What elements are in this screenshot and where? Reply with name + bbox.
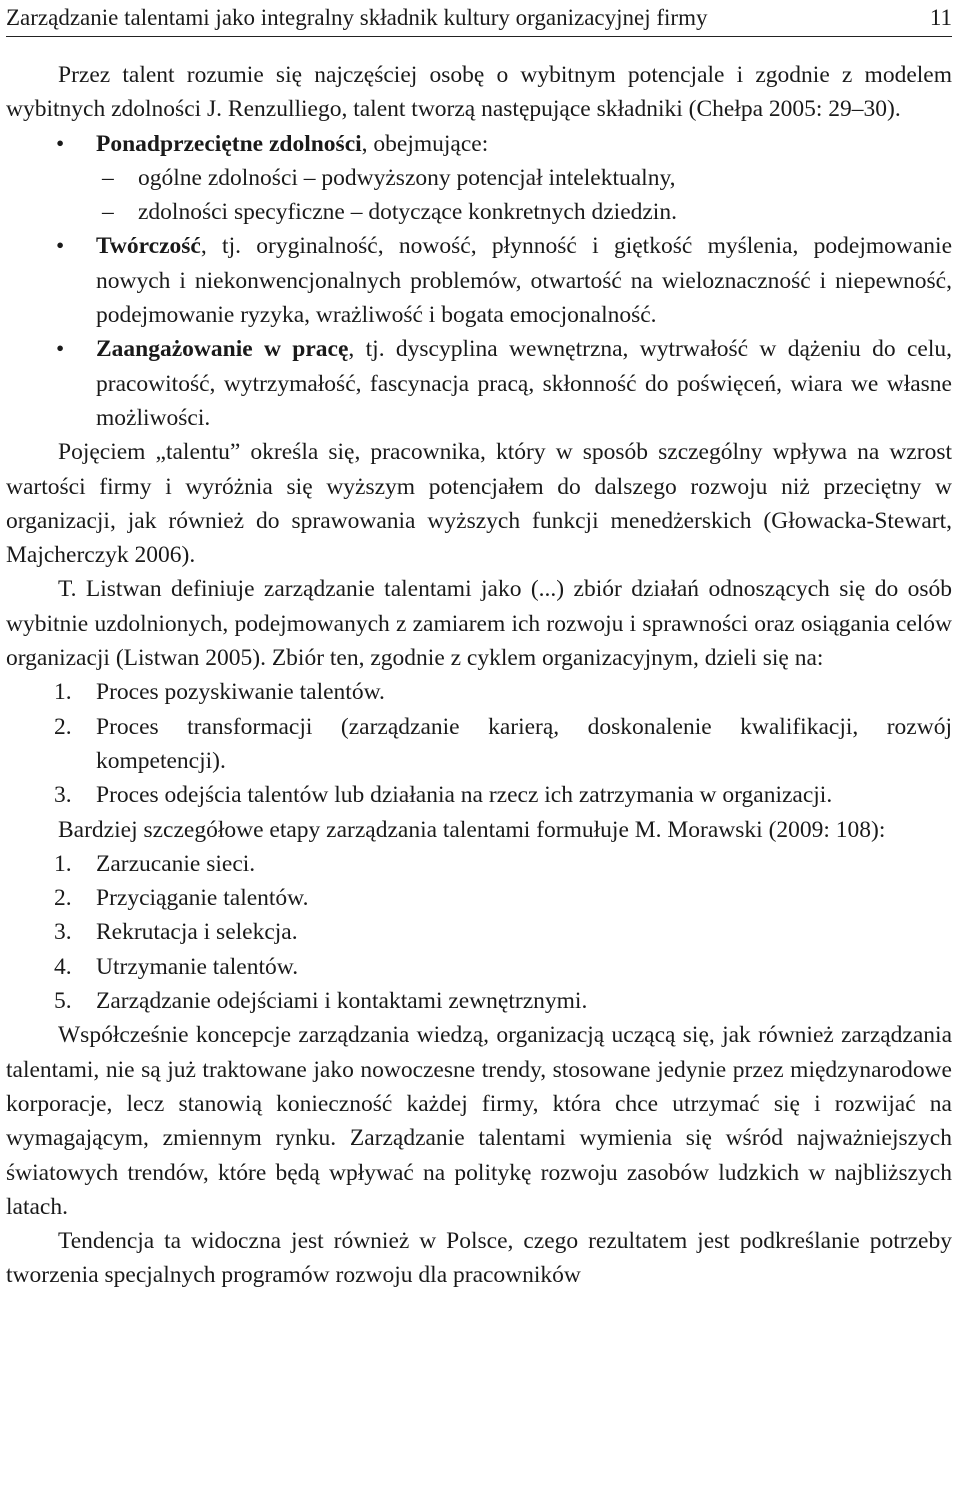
list-number: 5. <box>54 988 72 1015</box>
dash-marker: – <box>102 199 114 226</box>
list-number: 4. <box>54 953 72 980</box>
bullet-term: Twórczość <box>96 233 201 260</box>
dash-item-general <box>6 161 952 195</box>
morawski-list-item <box>6 984 952 1018</box>
bullet-item-engagement <box>6 332 952 435</box>
list-text: Proces pozyskiwanie talentów. <box>96 679 385 706</box>
bullet-term: Ponadprzeciętne zdolności <box>96 130 362 157</box>
listwan-list-item <box>6 778 952 812</box>
list-number: 1. <box>54 850 72 877</box>
list-text: Utrzymanie talentów. <box>96 953 299 980</box>
header-title: Zarządzanie talentami jako integralny składnik kultury organizacyjnej firmy <box>6 5 708 30</box>
body-text <box>6 58 952 1293</box>
morawski-list-item <box>6 881 952 915</box>
dash-item-specific <box>6 195 952 229</box>
bullet-text: , tj. dyscyplina wewnętrzna, wytrwałość w dążeniu do celu, pracowitość, wytrzymałość, fascynacja pracą, skłonność do poświęceń, wiara we własne możliwości. <box>96 336 952 431</box>
list-number: 2. <box>54 713 72 740</box>
intro-paragraph: Przez talent rozumie się najczęściej osobę o wybitnym potencjale i zgodnie z modelem wybitnych zdolności J. Renzulliego, talent tworzą następujące składniki (Chełpa 2005: 29–30). <box>6 62 952 123</box>
dash-text: ogólne zdolności – podwyższony potencjał intelektualny, <box>138 164 676 191</box>
poland-paragraph: Tendencja ta widoczna jest również w Polsce, czego rezultatem jest podkreślanie potrzeby tworzenia specjalnych programów rozwoju dla pracowników <box>6 1228 952 1289</box>
list-number: 2. <box>54 885 72 912</box>
list-number: 1. <box>54 679 72 706</box>
bullet-marker: • <box>56 336 65 363</box>
list-text: Rekrutacja i selekcja. <box>96 919 298 946</box>
list-number: 3. <box>54 782 72 809</box>
bullet-marker: • <box>56 130 65 157</box>
bullet-term: Zaangażowanie w pracę <box>96 336 349 363</box>
list-text: Zarządzanie odejściami i kontaktami zewnętrznymi. <box>96 988 588 1015</box>
listwan-paragraph: T. Listwan definiuje zarządzanie talentami jako (...) zbiór działań odnoszących się do osób wybitnie uzdolnionych, podejmowanych z zamiarem ich rozwoju i sprawności oraz osiągania celów organizacji (Listwan 2005). Zbiór ten, zgodnie z cyklem organizacyjnym, dzieli się na: <box>6 576 952 672</box>
list-number: 3. <box>54 919 72 946</box>
listwan-list-item <box>6 710 952 779</box>
morawski-list-item <box>6 847 952 881</box>
dash-marker: – <box>102 164 114 191</box>
bullet-text: , obejmujące: <box>361 130 489 157</box>
bullet-item-creativity <box>6 229 952 332</box>
modern-concepts-paragraph: Współcześnie koncepcje zarządzania wiedzą, organizacją uczącą się, jak również zarządzania talentami, nie są już traktowane jako nowoczesne trendy, stosowane jedynie przez międzynarodowe korporacje, lecz stanowią konieczność każdej firmy, która chce utrzymać się i rozwijać na wymagającym, zmiennym rynku. Zarządzanie talentami wymienia się wśród najważniejszych światowych trendów, które będą wpływać na politykę rozwoju zasobów ludzkich w najbliższych latach. <box>6 1022 952 1220</box>
listwan-list-item <box>6 675 952 709</box>
bullet-text: , tj. oryginalność, nowość, płynność i giętkość myślenia, podejmowanie nowych i niekonwencjonalnych problemów, otwartość na wieloznaczność i niepewność, podejmowanie ryzyka, wrażliwość i bogata emocjonalność. <box>96 233 952 329</box>
morawski-paragraph: Bardziej szczegółowe etapy zarządzania talentami formułuje M. Morawski (2009: 108): <box>58 816 886 843</box>
list-text: Proces odejścia talentów lub działania na rzecz ich zatrzymania w organizacji. <box>96 782 833 809</box>
list-text: Przyciąganie talentów. <box>96 885 309 912</box>
page-number: 11 <box>929 5 952 30</box>
bullet-marker: • <box>56 233 65 260</box>
list-text: Zarzucanie sieci. <box>96 850 256 877</box>
dash-text: zdolności specyficzne – dotyczące konkretnych dziedzin. <box>138 199 677 226</box>
morawski-list-item <box>6 950 952 984</box>
morawski-list-item <box>6 915 952 949</box>
running-header <box>6 0 952 37</box>
talent-definition-paragraph: Pojęciem „talentu” określa się, pracownika, który w sposób szczególny wpływa na wzrost wartości firmy i wyróżnia się wyższym potencjałem do dalszego rozwoju niż przeciętny w organizacji, jak również do sprawowania wyższych funkcji menedżerskich (Głowacka-Stewart, Majcherczyk 2006). <box>6 439 952 569</box>
list-text: Proces transformacji (zarządzanie karierą, doskonalenie kwalifikacji, rozwój kompetencji). <box>96 713 952 774</box>
bullet-item-abilities <box>6 127 952 161</box>
